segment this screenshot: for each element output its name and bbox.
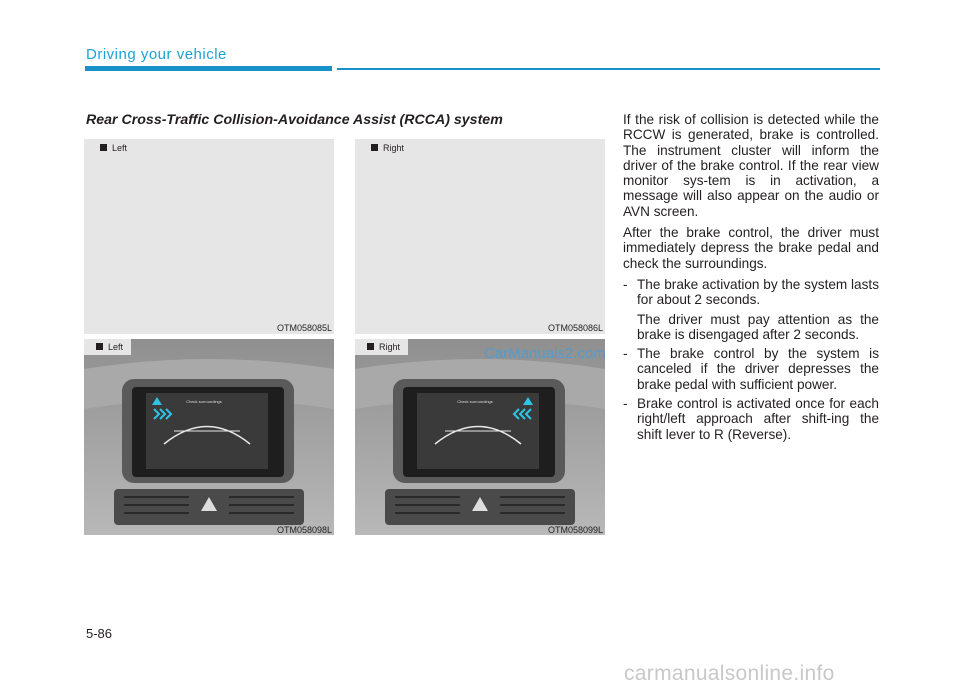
- figure-code: OTM058085L: [276, 323, 332, 333]
- list-item-continuation: The driver must pay attention as the brake is disengaged after 2 seconds.: [637, 311, 879, 342]
- section-heading: Rear Cross-Traffic Collision-Avoidance Assist (RCCA) system: [86, 112, 503, 128]
- bullet-square-icon: [367, 343, 374, 350]
- figure-top-left: [84, 139, 334, 334]
- figure-code: OTM058099L: [547, 525, 603, 535]
- list-item-text: The brake activation by the system lasts for about 2 seconds.: [637, 276, 879, 308]
- list-item-text: The brake control by the system is canceled if the driver depresses the brake pedal with sufficient power.: [637, 346, 879, 392]
- bullet-square-icon: [96, 343, 103, 350]
- screen-message: Check surroundings: [457, 399, 493, 404]
- page-number: 5-86: [86, 626, 113, 641]
- figure-bottom-left: [84, 339, 334, 535]
- figure-top-right: [355, 139, 605, 334]
- figure-code: OTM058098L: [276, 525, 332, 535]
- figure-label: Left: [100, 143, 127, 153]
- body-text: [623, 112, 879, 446]
- list-item-text: Brake control is activated once for each right/left approach after shift-ing the shift lever to R (Reverse).: [637, 396, 879, 442]
- figure-label: Right: [371, 143, 404, 153]
- screen-message: Check surroundings: [186, 399, 222, 404]
- figure-code: OTM058086L: [547, 323, 603, 333]
- bullet-square-icon: [371, 144, 378, 151]
- watermark-footer: carmanualsonline.info: [624, 662, 835, 685]
- figure-label: Right: [355, 339, 408, 355]
- list-item: [623, 277, 879, 308]
- section-title: Driving your vehicle: [86, 46, 227, 63]
- dashboard-photo: [355, 339, 605, 535]
- watermark-link: CarManuals2.com: [484, 345, 606, 362]
- header-rule-thin: [337, 68, 880, 70]
- dash-bullet: -: [623, 396, 628, 412]
- list-item: [623, 346, 879, 392]
- dashboard-photo: [84, 339, 334, 535]
- bullet-square-icon: [100, 144, 107, 151]
- paragraph: After the brake control, the driver must immediately depress the brake pedal and check the surroundings.: [623, 225, 879, 271]
- header-rule-thick: [85, 66, 332, 71]
- figure-label: Left: [84, 339, 131, 355]
- dash-bullet: -: [623, 346, 628, 362]
- figure-bottom-right: [355, 339, 605, 535]
- list-item: [623, 396, 879, 442]
- dash-bullet: -: [623, 276, 628, 292]
- paragraph: If the risk of collision is detected while the RCCW is generated, brake is controlled. The instrument cluster will inform the driver of the brake control. If the rear view monitor sys-tem is in activation, a message will also appear on the audio or AVN screen.: [623, 112, 879, 219]
